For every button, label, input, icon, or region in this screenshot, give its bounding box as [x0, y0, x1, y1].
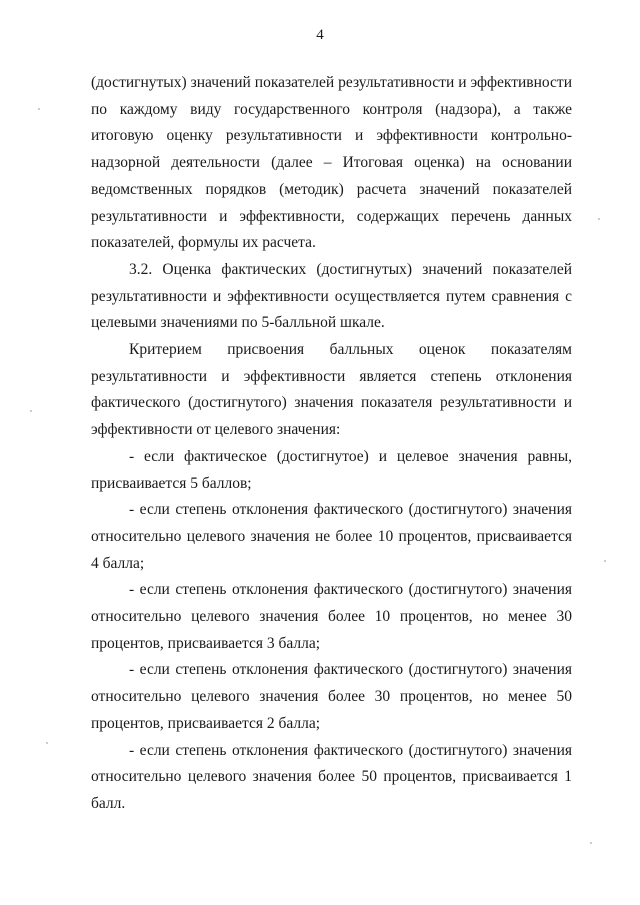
list-item-3-points: - если степень отклонения фактического (достигнутого) значения относительно целевого значения более 10 процентов, но менее 30 процентов, присваивается 3 балла; [91, 581, 572, 652]
list-item-5-points: - если фактическое (достигнутое) и целевое значения равны, присваивается 5 баллов; [91, 447, 572, 492]
list-item-2-points: - если степень отклонения фактического (достигнутого) значения относительно целевого значения более 30 процентов, но менее 50 процентов, присваивается 2 балла; [91, 661, 572, 732]
paragraph-criterion: Критерием присвоения балльных оценок показателям результативности и эффективности является степень отклонения фактического (достигнутого) значения показателя результативности и эффективности от целевого значения: [91, 341, 572, 439]
list-item-4-points: - если степень отклонения фактического (достигнутого) значения относительно целевого значения не более 10 процентов, присваивается 4 балла; [91, 501, 572, 572]
paragraph-intro-continuation: (достигнутых) значений показателей результативности и эффективности по каждому виду государственного контроля (надзора), а также итоговую оценку результативности и эффективности контрольно-надзорной деятельности (далее – Итоговая оценка) на основании ведомственных порядков (методик) расчета значений показателей результативности и эффективности, содержащих перечень данных показателей, формулы их расчета. [91, 74, 572, 252]
paragraph-section-3-2: 3.2. Оценка фактических (достигнутых) значений показателей результативности и эффективности осуществляется путем сравнения с целевыми значениями по 5-балльной шкале. [91, 260, 572, 332]
scan-speck [30, 410, 32, 412]
list-item-1-point: - если степень отклонения фактического (достигнутого) значения относительно целевого значения более 50 процентов, присваивается 1 балл. [91, 741, 572, 812]
document-body [91, 70, 572, 818]
scan-speck [604, 560, 606, 562]
page-number: 4 [316, 27, 324, 43]
scan-speck [46, 742, 48, 744]
scan-speck [590, 842, 592, 844]
scan-speck [38, 108, 40, 110]
scan-speck [598, 218, 600, 220]
